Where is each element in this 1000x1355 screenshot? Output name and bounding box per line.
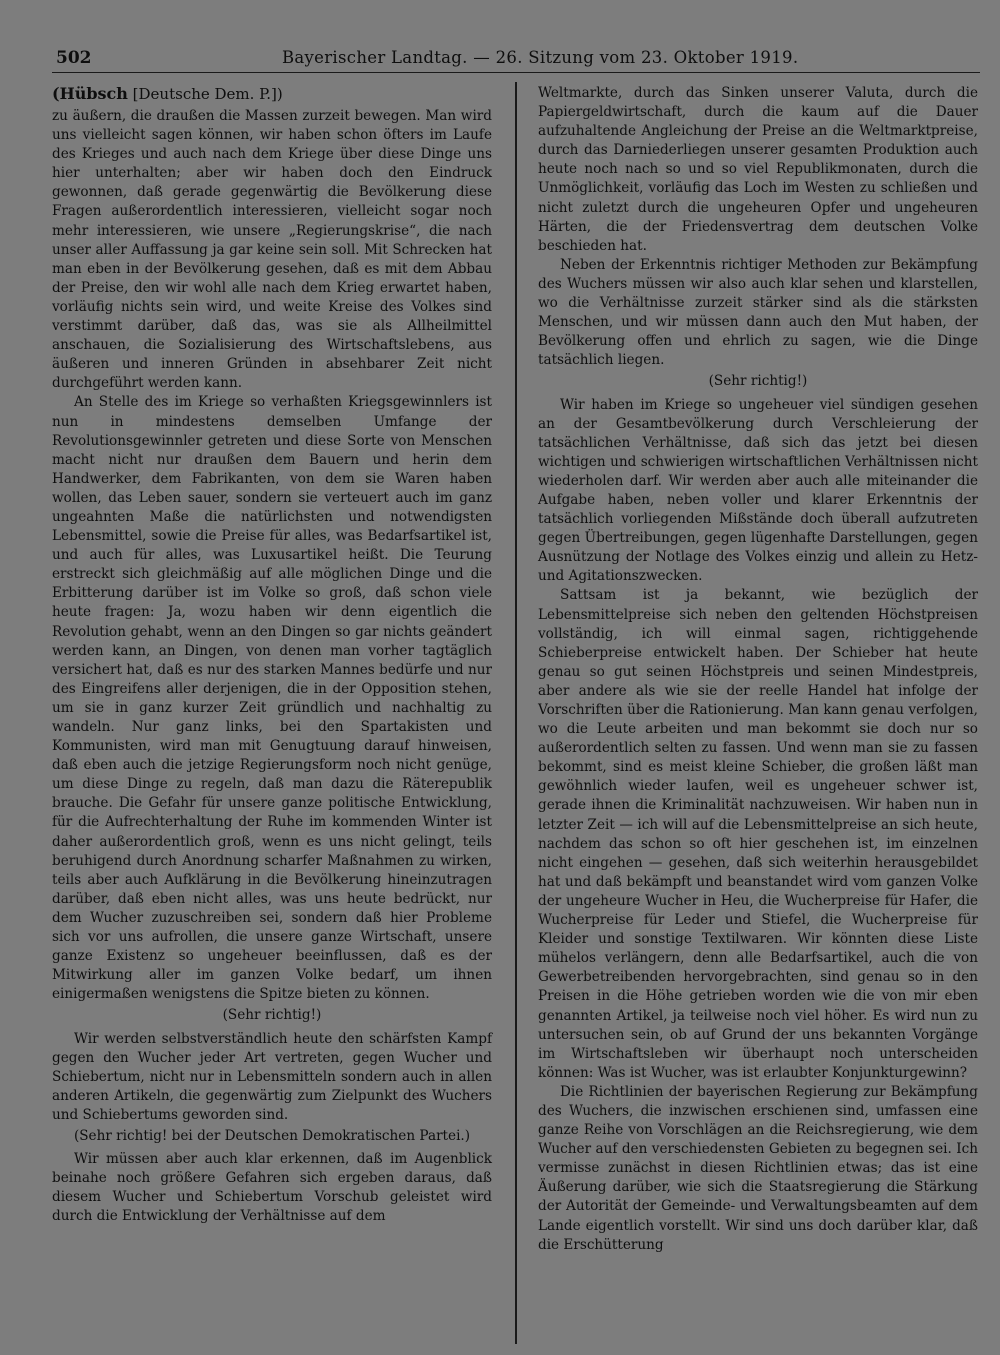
page-header: [52, 44, 980, 73]
paragraph: Die Richtlinien der bayerischen Regierung zur Bekämpfung des Wuchers, die inzwischen erschienen sind, umfassen eine ganze Reihe von Vorschlägen an die Reichsregierung, wie dem Wucher auf den verschiedensten Gebieten zu begegnen sei. Ich vermisse zunächst in diesen Richtlinien etwas; das ist eine Äußerung darüber, wie sich die Staatsregierung die Stärkung der Autorität der Gemeinde- und Verwaltungsbeamten auf dem Lande eigentlich vorstellt. Wir sind uns doch darüber klar, daß die Erschütterung: [538, 1083, 978, 1253]
paragraph: Wir haben im Kriege so ungeheuer viel sündigen gesehen an der Gesamtbevölkerung durch Verschleierung der tatsächlichen Verhältnisse, daß sich das jetzt bei diesen wichtigen und schwierigen wirtschaftlichen Verhältnissen nicht wiederholen darf. Wir werden aber auch alle miteinander die Aufgabe haben, neben voller und klarer Erkenntnis der tatsächlich vorliegenden Mißstände doch überall aufzutreten gegen Übertreibungen, gegen lügenhafte Darstellungen, gegen Ausnützung der Notlage des Volkes einzig und allein zu Hetz- und Agitationszwecken.: [538, 396, 978, 585]
paragraph: Weltmarkte, durch das Sinken unserer Valuta, durch die Papiergeldwirtschaft, durch die kaum auf die Dauer aufzuhaltende Angleichung der Preise an die Weltmarktpreise, durch das Darniederliegen unserer gesamten Produktion auch heute noch nach so und so viel Republikmonaten, durch die Unmöglichkeit, vorläufig das Loch im Westen zu schließen und nicht zuletzt durch die ungeheuren Opfer und ungeheuren Härten, die der Friedensvertrag dem deutschen Volke beschieden hat.: [538, 85, 978, 254]
speaker-party: [Deutsche Dem. P.]): [132, 85, 283, 103]
paragraph: Wir müssen aber auch klar erkennen, daß im Augenblick beinahe noch größere Gefahren sich ergeben daraus, daß diesem Wucher und Schiebertum Vorschub geleistet wird durch die Entwicklung der Verhältnisse auf dem: [52, 1151, 492, 1225]
paragraph: An Stelle des im Kriege so verhaßten Kriegsgewinnlers ist nun in mindestens demselben Umfange der Revolutionsgewinnler getreten und diese Sorte von Menschen macht nicht nur draußen dem Bauern und herin dem Handwerker, dem Fabrikanten, von dem sie Waren haben wollen, das Leben sauer, sondern sie verteuert auch im ganz ungeahnten Maße die natürlichsten und notwendigsten Lebensmittel, sowie die Preise für alles, was Bedarfsartikel ist, und auch für alles, was Luxusartikel heißt. Die Teurung erstreckt sich gleichmäßig auf alle möglichen Dinge und die Erbitterung darüber ist im Volke so groß, daß schon viele heute fragen: Ja, wozu haben wir denn eigentlich die Revolution gehabt, wenn an den Dingen so gar nichts geändert werden kann, an Dingen, von denen man vorher tagtäglich versichert hat, daß es nur des starken Mannes bedürfe und nur des Eingreifens aller derjenigen, die in der Opposition stehen, um sie in ganz kurzer Zeit gründlich und nachhaltig zu wandeln. Nur ganz links, bei den Spartakisten und Kommunisten, wird man mit Genugtuung darauf hinweisen, daß eben auch die jetzige Regierungsform noch nicht genüge, um diese Dinge zu regeln, daß man dazu die Räterepublik brauche. Die Gefahr für unsere ganze politische Entwicklung, für die Aufrechterhaltung der Ruhe im kommenden Winter ist daher außerordentlich groß, wenn es uns nicht gelingt, teils beruhigend durch Anordnung scharfer Maßnahmen zu wirken, teils aber auch Aufklärung in die Bevölkerung hineinzutragen darüber, daß eben nicht alles, was uns heute bedrückt, nur dem Wucher zuzuschreiben sei, sondern daß hier Probleme sich vor uns aufrollen, die unsere ganze Wirtschaft, unsere ganze Existenz so ungeheuer beeinflussen, daß es der Mitwirkung aller im ganzen Volke bedarf, um ihnen einigermaßen wenigstens die Spitze bieten zu können.: [52, 394, 492, 1003]
speaker-line: [52, 84, 492, 104]
column-divider: [515, 82, 517, 1344]
interjection: (Sehr richtig! bei der Deutschen Demokratischen Partei.): [73, 1127, 471, 1144]
paragraph: zu äußern, die draußen die Massen zurzeit bewegen. Man wird uns vielleicht sagen können, wir haben schon öfters im Laufe des Krieges und auch nach dem Kriege über diese Dinge uns hier unterhalten; aber wir haben doch den Eindruck gewonnen, daß gerade gegenwärtig die Bevölkerung diese Fragen außerordentlich interessieren, vielleicht sogar noch mehr interessieren, wie unsere „Regierungskrise“, die nach unser aller Auffassung ja gar keine sein soll. Mit Schrecken hat man eben in der Bevölkerung gesehen, daß es mit dem Abbau der Preise, den wir wohl alle nach dem Krieg erwartet haben, vorläufig nichts sein wird, und weite Kreise des Volkes sind verstimmt darüber, daß das, was sie als Allheilmittel anschauen, die Sozialisierung des Wirtschaftslebens, aus äußeren und inneren Gründen in absehbarer Zeit nicht durchgeführt werden kann.: [52, 108, 492, 392]
right-column: [538, 84, 978, 1255]
left-column: [52, 84, 492, 1226]
paragraph: Wir werden selbstverständlich heute den schärfsten Kampf gegen den Wucher jeder Art vertreten, gegen Wucher und Schiebertum, nicht nur in Lebensmitteln sondern auch in allen anderen Artikeln, die gegenwärtig zum Zielpunkt des Wuchers und Schiebertums geworden sind.: [52, 1030, 492, 1123]
paragraph: Neben der Erkenntnis richtiger Methoden zur Bekämpfung des Wuchers müssen wir also auch klar sehen und klarstellen, wo die Verhältnisse zurzeit stärker sind als die stärksten Menschen, und wir müssen dann auch den Mut haben, der Bevölkerung offen und ehrlich zu sagen, wie die Dinge tatsächlich liegen.: [538, 256, 978, 369]
interjection: (Sehr richtig!): [708, 373, 808, 390]
running-head: Bayerischer Landtag. — 26. Sitzung vom 23. Oktober 1919.: [282, 48, 799, 67]
paragraph: Sattsam ist ja bekannt, wie bezüglich der Lebensmittelpreise sich neben den geltenden Höchstpreisen vollständig, ich will einmal sagen, richtiggehende Schieberpreise entwickelt haben. Der Schieber hat heute genau so gut seinen Höchstpreis und seinen Mindestpreis, aber andere als wie sie der reelle Handel hat infolge der Vorschriften über die Rationierung. Man kann genau verfolgen, wo die Leute arbeiten und man bekommt sie doch nur so außerordentlich selten zu fassen. Und wenn man sie zu fassen bekommt, sind es meist kleine Schieber, die großen läßt man gewöhnlich wieder laufen, weil es ungeheuer schwer ist, gerade ihnen die Kriminalität nachzuweisen. Wir haben nun in letzter Zeit — ich will auf die Lebensmittelpreise an sich heute, nachdem das schon so oft hier geschehen ist, im einzelnen nicht eingehen — gesehen, daß sich weiterhin herausgebildet hat und daß bekämpft und beanstandet wird vom ganzen Volke der ungeheure Wucher in Heu, die Wucherpreise für Hafer, die Wucherpreise für Leder und Stiefel, die Wucherpreise für Kleider und sonstige Textilwaren. Wir könnten diese Liste mühelos verlängern, denn alle Bedarfsartikel, auch die von Gewerbetreibenden hervorgebrachten, sind genau so in den Preisen in die Höhe getrieben worden wie die von mir eben genannten Artikel, ja teilweise noch viel höher. Es wird nun zu untersuchen sein, ob auf Grund der uns bekannten Vorgänge im Wirtschaftsleben wir überhaupt noch unterscheiden können: Was ist Wucher, was ist erlaubter Konjunkturgewinn?: [538, 587, 978, 1081]
speaker-name: (Hübsch: [52, 84, 128, 103]
interjection: (Sehr richtig!): [222, 1007, 322, 1024]
page-number: 502: [56, 48, 92, 68]
